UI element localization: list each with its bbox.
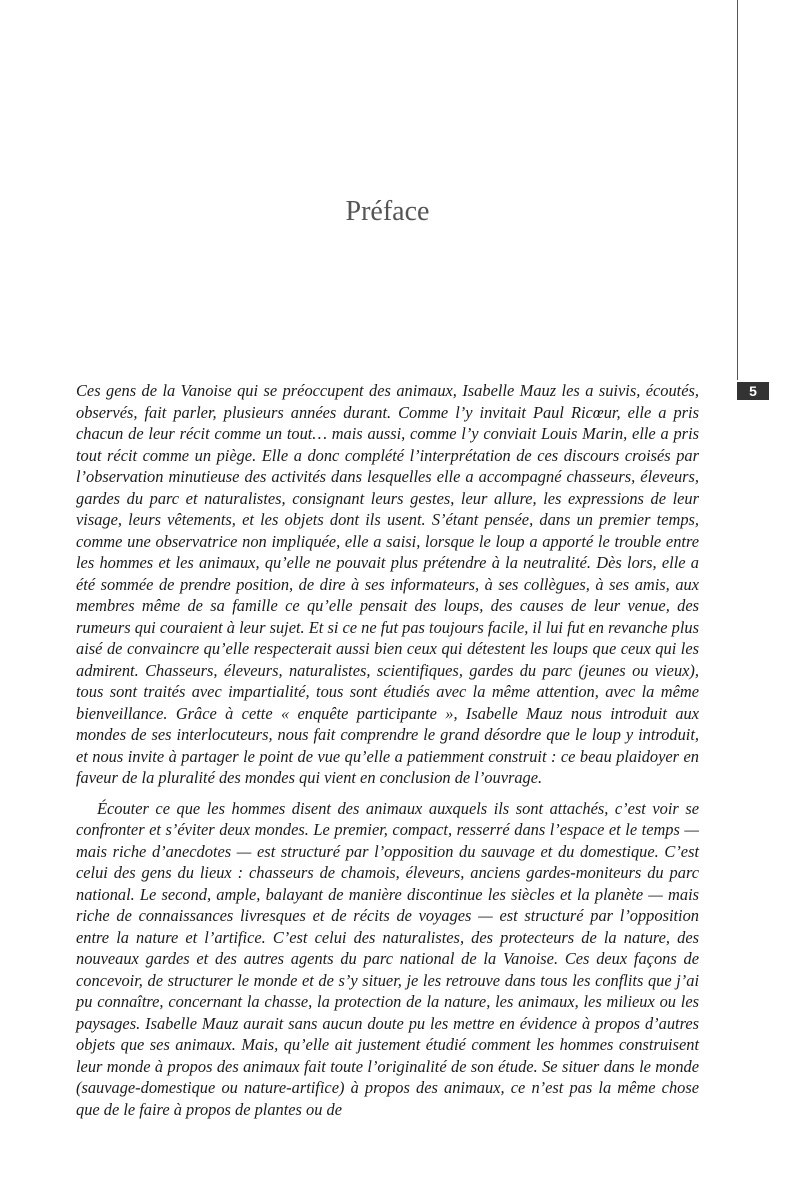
page-title: Préface — [345, 196, 430, 227]
paragraph-2: Écouter ce que les hommes disent des animaux auxquels ils sont attachés, c’est voir se confronter et s’éviter deux mondes. Le premier, compact, resserré dans l’espace et le temps — mais riche d’anecdotes — est structuré par l’opposition du sauvage et du domestique. C’est celui des gens du lieux : chasseurs de chamois, éleveurs, anciens gardes-moniteurs du parc national. Le second, ample, balayant de manière discontinue les siècles et la planète — mais riche de connaissances livresques et de récits de voyages — est structuré par l’opposition entre la nature et l’artifice. C’est celui des naturalistes, des protecteurs de la nature, des nouveaux gardes et des autres agents du parc national de la Vanoise. Ces deux façons de concevoir, de structurer le monde et de s’y situer, je les retrouve dans tous les conflits que j’ai pu connaître, concernant la chasse, la protection de la nature, les animaux, les milieux ou les paysages. Isabelle Mauz aurait sans aucun doute pu les mettre en évidence à propos d’autres objets que ses animaux. Mais, qu’elle ait justement étudié comment les hommes construisent leur monde à propos des animaux fait toute l’originalité de son étude. Se situer dans le monde (sauvage-domestique ou nature-artifice) à propos des animaux, ce n’est pas la même chose que de le faire à propos de plantes ou de — [76, 798, 699, 1119]
preface-body — [76, 380, 699, 1120]
page-edge-line — [737, 0, 738, 380]
paragraph-1: Ces gens de la Vanoise qui se préoccupent des animaux, Isabelle Mauz les a suivis, écoutés, observés, fait parler, plusieurs années durant. Comme l’y invitait Paul Ricœur, elle a pris chacun de leur récit comme un tout… mais aussi, comme l’y conviait Louis Marin, elle a pris tout récit comme un piège. Elle a donc complété l’interprétation de ces discours croisés par l’observation minutieuse des activités dans lesquelles elle a accompagné chasseurs, éleveurs, gardes du parc et naturalistes, consignant leurs gestes, leur allure, les expressions de leur visage, leurs vêtements, et les objets dont ils usent. S’étant pensée, dans un premier temps, comme une observatrice non impliquée, elle a saisi, lorsque le loup a apporté le trouble entre les hommes et les animaux, qu’elle ne pouvait plus prétendre à la neutralité. Dès lors, elle a été sommée de prendre position, de dire à ses informateurs, à ses collègues, à ses amis, aux membres même de sa famille ce qu’elle pensait des loups, des causes de leur venue, des rumeurs qui couraient à leur sujet. Et si ce ne fut pas toujours facile, il lui fut en revanche plus aisé de convaincre qu’elle respecterait aussi bien ceux qui détestent les loups que ceux qui les admirent. Chasseurs, éleveurs, naturalistes, scientifiques, gardes du parc (jeunes ou vieux), tous sont traités avec impartialité, tous sont étudiés avec la même attention, avec la même bienveillance. Grâce à cette « enquête participante », Isabelle Mauz nous introduit aux mondes de ses interlocuteurs, nous fait comprendre le grand désordre que le loup y introduit, et nous invite à partager le point de vue qu’elle a patiemment construit : ce beau plaidoyer en faveur de la pluralité des mondes qui vient en conclusion de l’ouvrage. — [76, 381, 699, 787]
page-number: 5 — [737, 382, 769, 400]
